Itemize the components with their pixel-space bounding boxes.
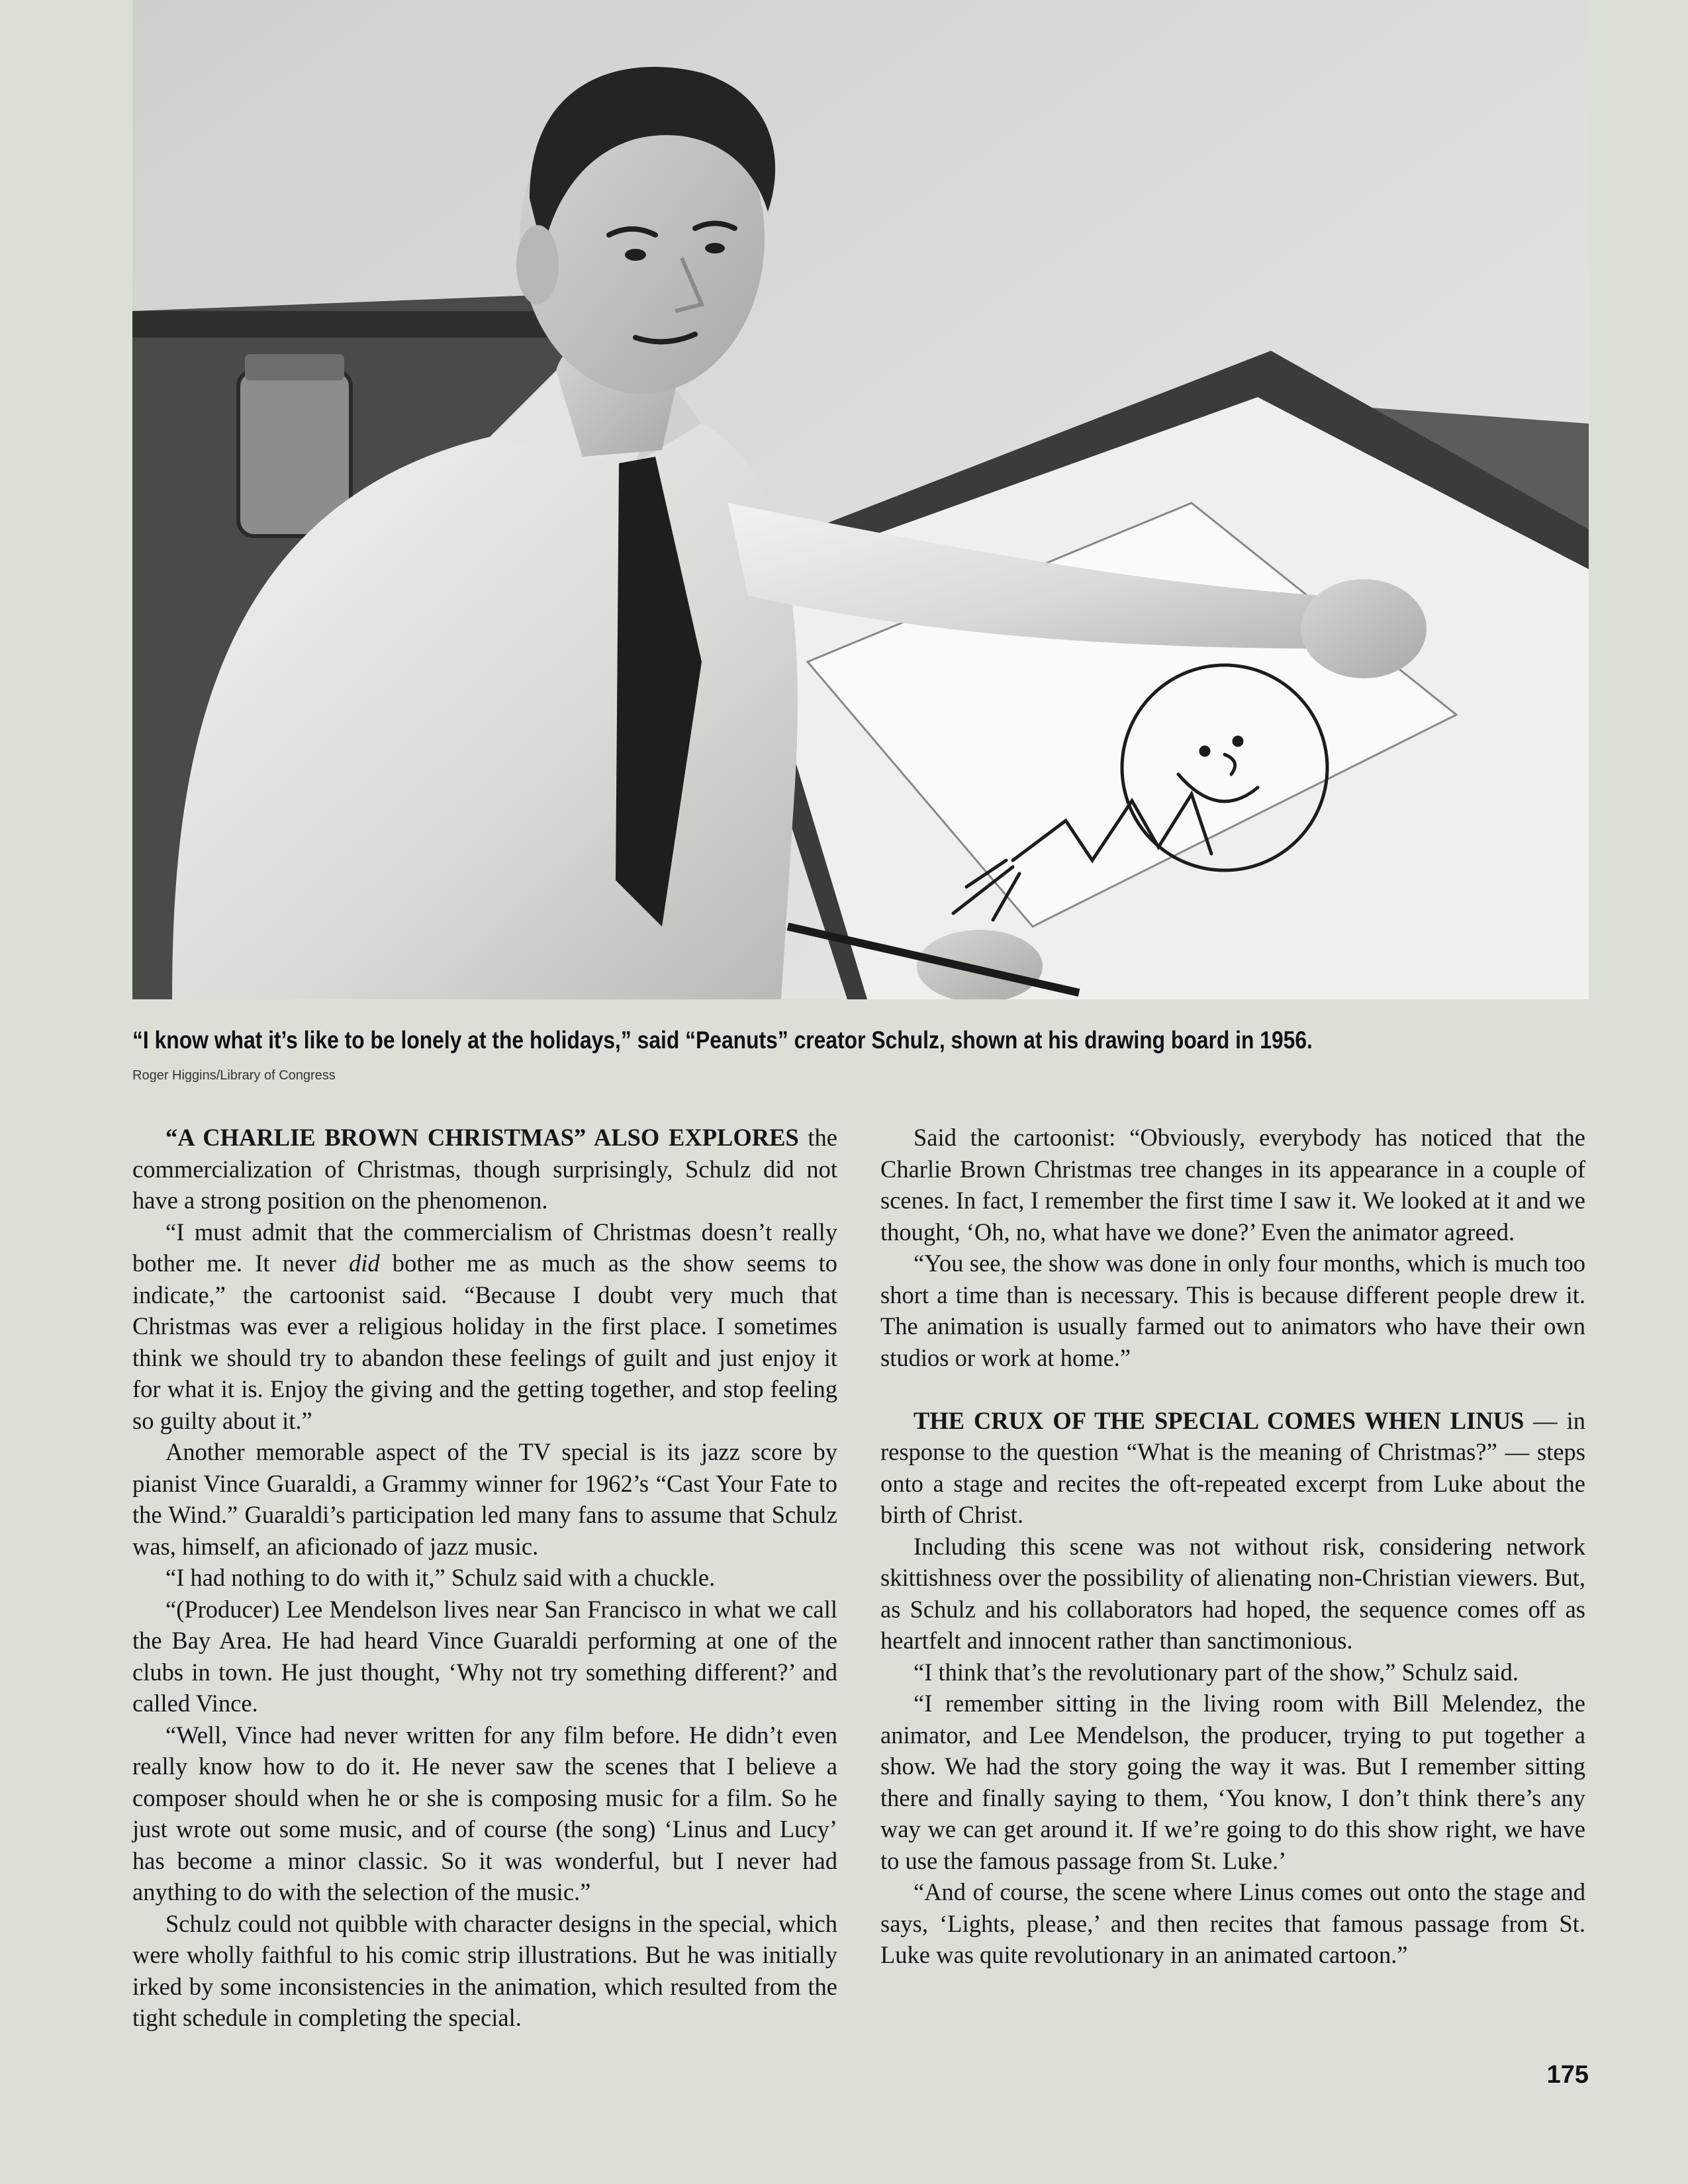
paragraph: Schulz could not quibble with character designs in the special, which were wholly faithful to his comic strip illustrations. But he was initially irked by some inconsistencies in the animation, which resulted from the tight schedule in completing the special.: [132, 1909, 837, 2031]
schulz-photo: [132, 0, 1589, 999]
paragraph: “I remember sitting in the living room with Bill Melendez, the animator, and Lee Mendelson, the producer, trying to put together a show. We had the story going the way it was. But I remember sitting there and finally saying to them, ‘You know, I don’t think there’s any way we can get around it. If we’re going to do this show right, we have to use the famous passage from St. Luke.’: [880, 1690, 1585, 1874]
paragraph: Including this scene was not without risk, considering network skittishness over the possibility of alienating non-Christian viewers. But, as Schulz and his collaborators had hoped, the sequence comes off as heartfelt and innocent rather than sanctimonious.: [880, 1532, 1585, 1654]
article-column-left: [132, 1122, 837, 2034]
paragraph: Said the cartoonist: “Obviously, everybody has noticed that the Charlie Brown Christmas tree changes in its appearance in a couple of scenes. In fact, I remember the first time I saw it. We looked at it and we thought, ‘Oh, no, what have we done?’ Even the animator agreed.: [880, 1124, 1585, 1246]
paragraph: THE CRUX OF THE SPECIAL COMES WHEN LINUS — in response to the question “What is the meaning of Christmas?” — steps onto a stage and recites the oft-repeated excerpt from Luke about the birth of Christ.: [880, 1406, 1585, 1528]
paragraph: Another memorable aspect of the TV special is its jazz score by pianist Vince Guaraldi, a Grammy winner for 1962’s “Cast Your Fate to the Wind.” Guaraldi’s participation led many fans to assume that Schulz was, himself, an aficionado of jazz music.: [132, 1438, 837, 1560]
emphasis: did: [348, 1250, 380, 1277]
section-lead: “A CHARLIE BROWN CHRISTMAS” ALSO EXPLORES: [165, 1124, 799, 1151]
paragraph: “I must admit that the commercialism of Christmas doesn’t really bother me. It never did bother me as much as the show seems to indicate,” the cartoonist said. “Because I doubt very much that Christmas was ever a religious holiday in the first place. I sometimes think we should try to abandon these feelings of guilt and just enjoy it for what it is. Enjoy the giving and the getting together, and stop feeling so guilty about it.”: [132, 1218, 837, 1434]
article-column-right: [880, 1122, 1585, 1971]
paragraph: “Well, Vince had never written for any film before. He didn’t even really know how to do it. He never saw the scenes that I believe a composer should when he or she is composing music for a film. So he just wrote out some music, and of course (the song) ‘Linus and Lucy’ has become a minor classic. So it was wonderful, but I never had anything to do with the selection of the music.”: [132, 1721, 837, 1905]
paragraph: “I had nothing to do with it,” Schulz said with a chuckle.: [165, 1564, 716, 1591]
paragraph: “You see, the show was done in only four months, which is much too short a time than is necessary. This is because different people drew it. The animation is usually farmed out to animators who have their own studios or work at home.”: [880, 1250, 1585, 1371]
photo-credit: Roger Higgins/Library of Congress: [132, 1068, 336, 1083]
photo-caption: “I know what it’s like to be lonely at the holidays,” said “Peanuts” creator Schulz, shown at his drawing board in 1956.: [132, 1026, 1313, 1054]
paragraph: “(Producer) Lee Mendelson lives near San Francisco in what we call the Bay Area. He had heard Vince Guaraldi performing at one of the clubs in town. He just thought, ‘Why not try something different?’ and called Vince.: [132, 1595, 837, 1717]
paragraph: “A CHARLIE BROWN CHRISTMAS” ALSO EXPLORES the commercialization of Christmas, though surprisingly, Schulz did not have a strong position on the phenomenon.: [132, 1124, 838, 1214]
paragraph: “And of course, the scene where Linus comes out onto the stage and says, ‘Lights, please,’ and then recites that famous passage from St. Luke was quite revolutionary in an animated cartoon.”: [880, 1878, 1585, 1968]
paragraph: “I think that’s the revolutionary part of the show,” Schulz said.: [914, 1658, 1519, 1686]
section-lead: THE CRUX OF THE SPECIAL COMES WHEN LINUS: [914, 1406, 1524, 1434]
page-number: 175: [1546, 2061, 1589, 2089]
